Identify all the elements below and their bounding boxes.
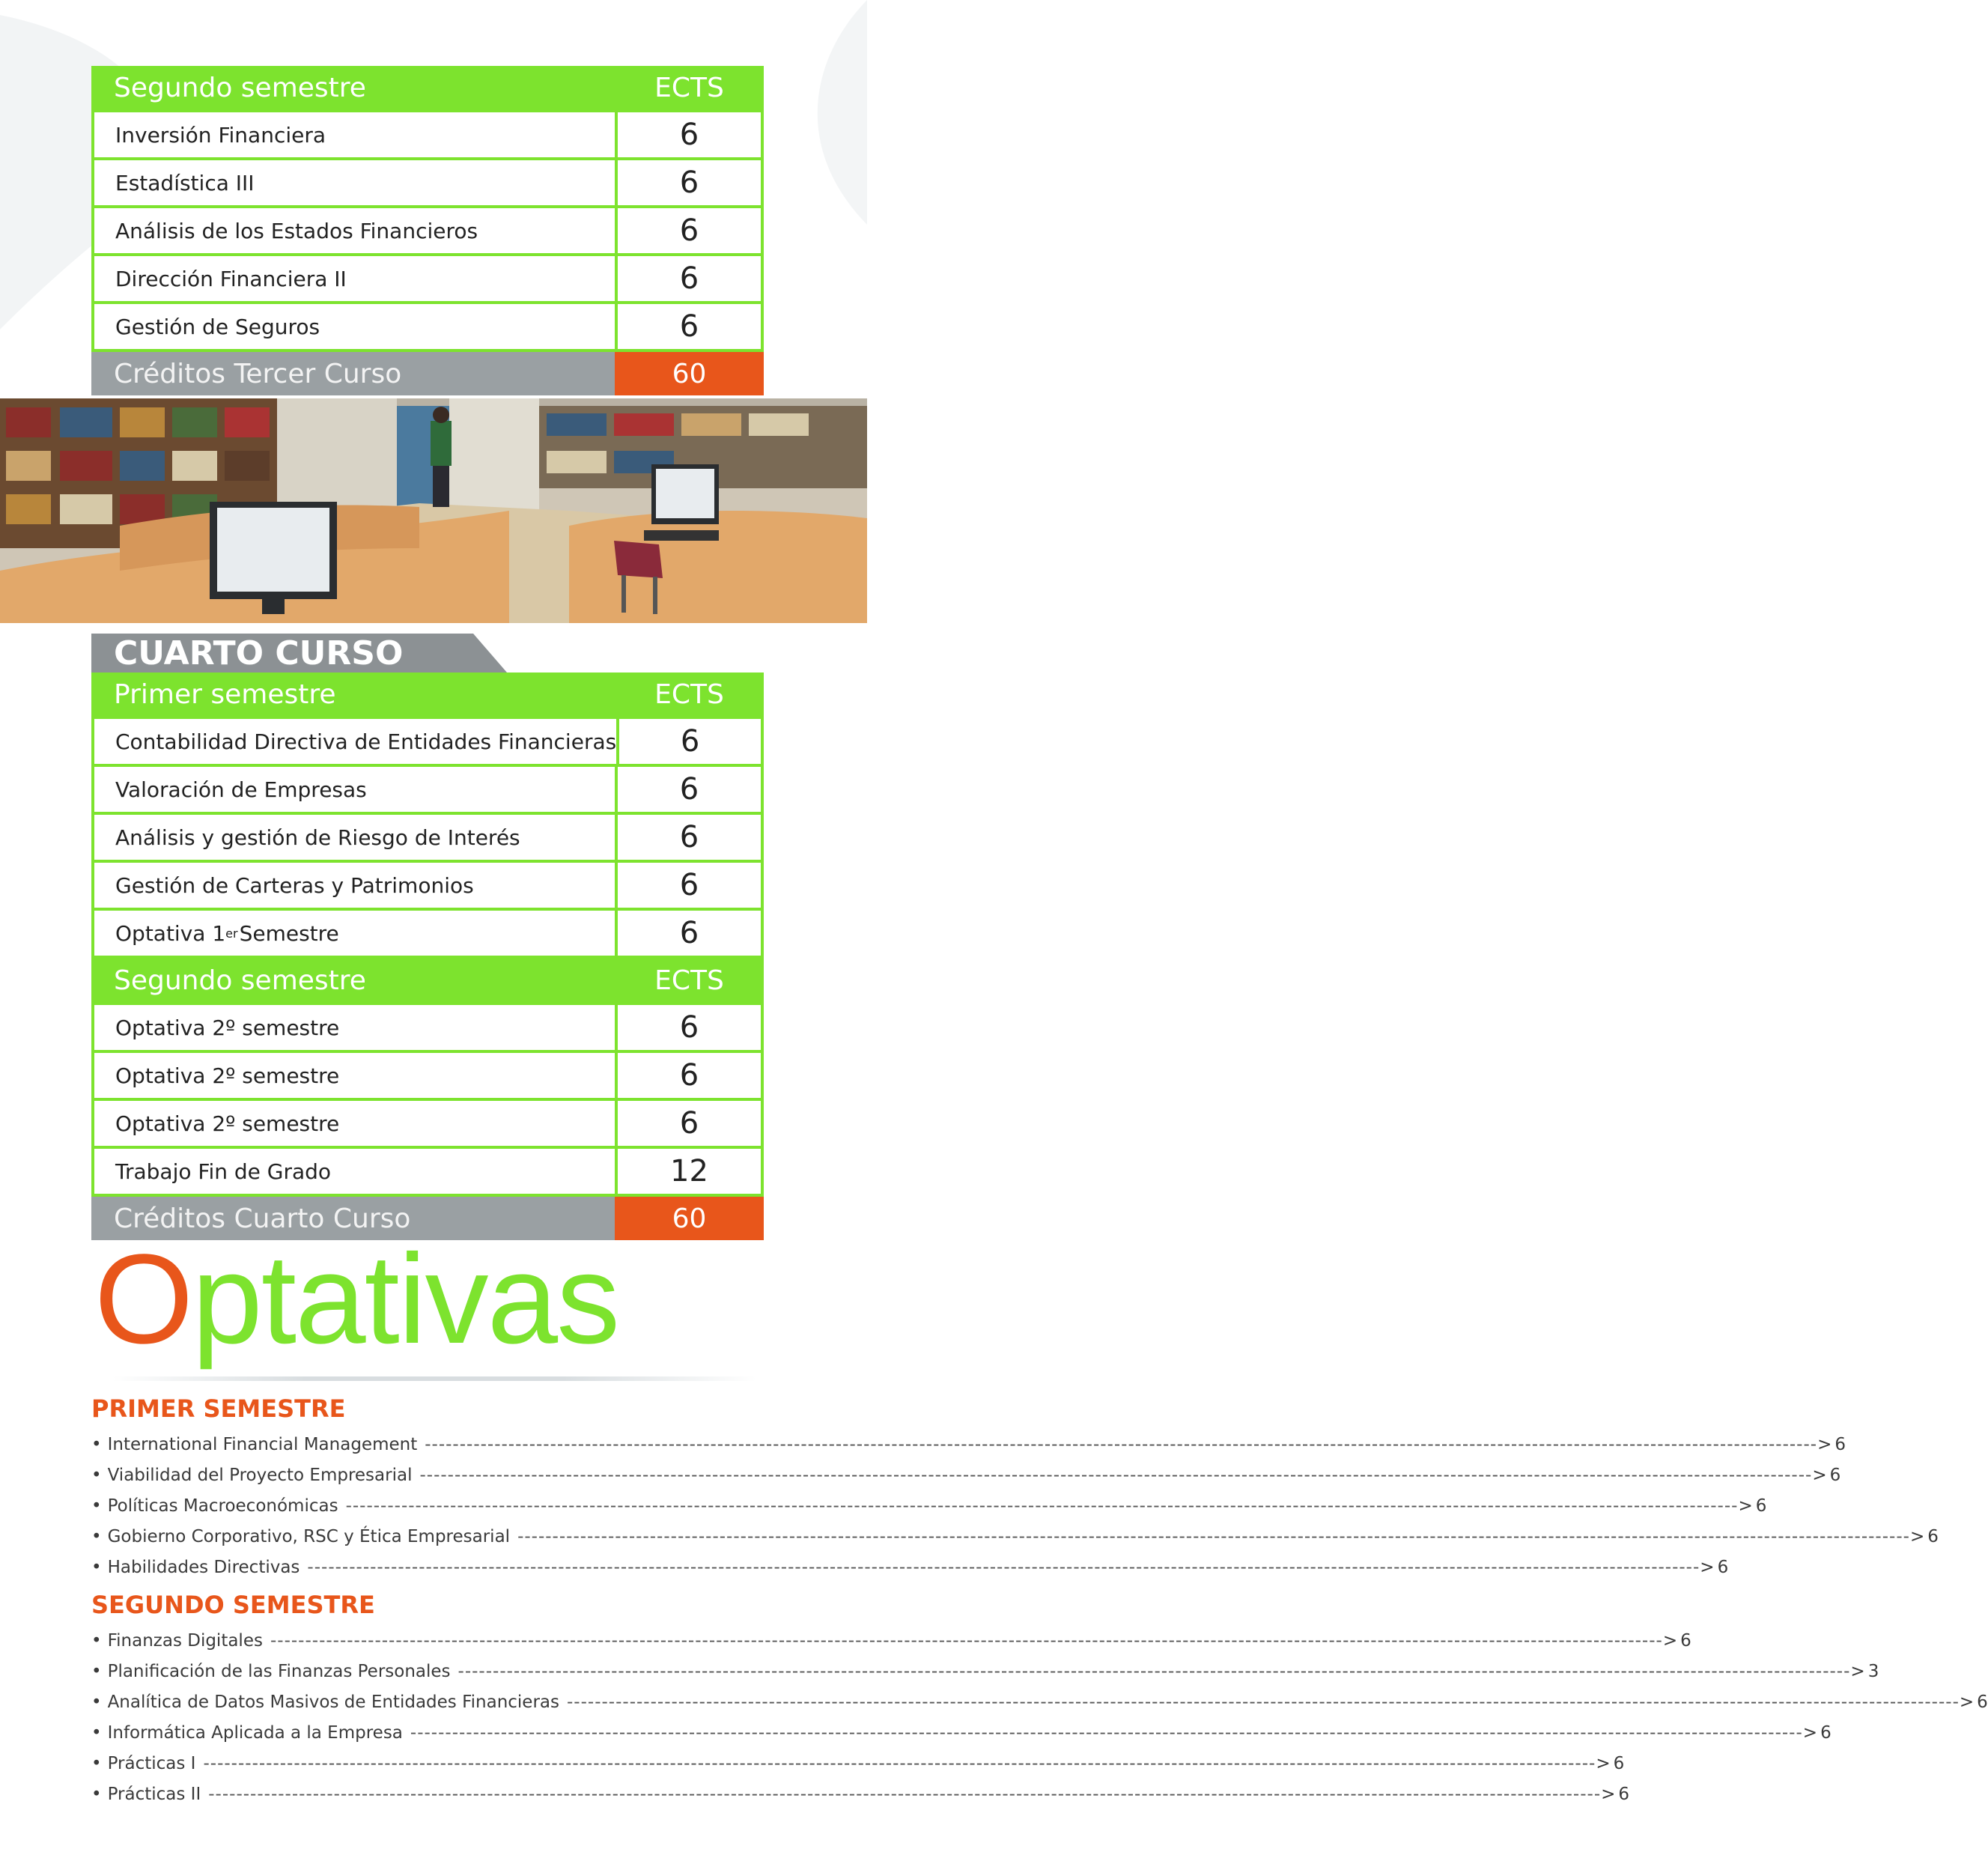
bullet: •	[91, 1753, 102, 1773]
subject-ects: 6	[618, 208, 761, 253]
total-label: Créditos Cuarto Curso	[91, 1197, 615, 1240]
elective-name: Prácticas I	[107, 1753, 196, 1773]
table-row	[94, 304, 761, 349]
optativas-title-rest: ptativas	[192, 1228, 619, 1370]
header-label: Segundo semestre	[114, 965, 366, 996]
arrow: >	[1596, 1753, 1611, 1773]
subject-ects: 6	[618, 911, 761, 956]
subject-name: Estadística III	[94, 160, 615, 205]
subject-name: Inversión Financiera	[94, 112, 615, 157]
subject-name: Trabajo Fin de Grado	[94, 1149, 615, 1194]
dashed-leader: --------------------------------------------------------------------------------------------------------------------------------------------------------------------------------------------------------	[425, 1434, 1818, 1454]
subject-name: Gestión de Seguros	[94, 304, 615, 349]
elective-name: Analítica de Datos Masivos de Entidades Financieras	[107, 1692, 559, 1712]
bullet: •	[91, 1722, 102, 1743]
total-label: Créditos Tercer Curso	[91, 352, 615, 395]
arrow: >	[1909, 1526, 1925, 1546]
third-year-second-semester-table	[91, 66, 764, 395]
subject-ects: 6	[618, 112, 761, 157]
library-photo	[0, 398, 867, 623]
table-row	[94, 208, 761, 253]
subject-ects: 6	[618, 256, 761, 301]
total-ects: 60	[615, 352, 764, 395]
list-item	[91, 1552, 1729, 1582]
list-item	[91, 1625, 1691, 1656]
subject-ects: 6	[618, 304, 761, 349]
bullet: •	[91, 1496, 102, 1516]
second-semester-title: SEGUNDO SEMESTRE	[91, 1591, 375, 1619]
elective-ects: 6	[1835, 1434, 1846, 1454]
subject-name-suffix: Semestre	[239, 920, 339, 946]
ordinal-superscript: er	[225, 926, 238, 941]
elective-ects: 6	[1613, 1753, 1625, 1773]
table-row	[94, 160, 761, 205]
table-header	[91, 66, 764, 109]
elective-name: Gobierno Corporativo, RSC y Ética Empresarial	[107, 1526, 511, 1546]
bullet: •	[91, 1526, 102, 1546]
dashed-leader: --------------------------------------------------------------------------------------------------------------------------------------------------------------------------------------------------------	[203, 1753, 1596, 1773]
list-item	[91, 1687, 1988, 1717]
subject-name: Análisis y gestión de Riesgo de Interés	[94, 815, 615, 860]
elective-name: Habilidades Directivas	[107, 1557, 300, 1577]
table-row	[94, 767, 761, 812]
subject-name: Gestión de Carteras y Patrimonios	[94, 863, 615, 908]
first-semester-title: PRIMER SEMESTRE	[91, 1394, 346, 1423]
dashed-leader: --------------------------------------------------------------------------------------------------------------------------------------------------------------------------------------------------------	[458, 1661, 1851, 1681]
header-label: Segundo semestre	[114, 72, 366, 103]
table-row	[94, 719, 761, 764]
bullet: •	[91, 1630, 102, 1651]
elective-ects: 6	[1820, 1722, 1832, 1743]
subject-ects: 6	[618, 160, 761, 205]
subject-name	[94, 911, 615, 956]
elective-ects: 6	[1618, 1784, 1630, 1804]
elective-ects: 6	[1829, 1465, 1841, 1485]
list-item	[91, 1779, 1630, 1809]
elective-name: Finanzas Digitales	[107, 1630, 263, 1651]
table-row	[94, 911, 761, 956]
subject-ects: 6	[618, 767, 761, 812]
subject-name: Valoración de Empresas	[94, 767, 615, 812]
dashed-leader: --------------------------------------------------------------------------------------------------------------------------------------------------------------------------------------------------------	[270, 1630, 1663, 1651]
fourth-year-title: CUARTO CURSO	[114, 634, 404, 673]
first-semester-electives	[91, 1429, 1939, 1582]
arrow: >	[1812, 1465, 1827, 1485]
elective-name: Informática Aplicada a la Empresa	[107, 1722, 403, 1743]
arrow: >	[1817, 1434, 1832, 1454]
list-item	[91, 1490, 1767, 1521]
list-item	[91, 1460, 1841, 1490]
bullet: •	[91, 1557, 102, 1577]
elective-ects: 6	[1717, 1557, 1729, 1577]
total-row	[91, 352, 764, 395]
elective-ects: 6	[1977, 1692, 1988, 1712]
table-row	[94, 815, 761, 860]
dashed-leader: --------------------------------------------------------------------------------------------------------------------------------------------------------------------------------------------------------	[307, 1557, 1700, 1577]
dashed-leader: --------------------------------------------------------------------------------------------------------------------------------------------------------------------------------------------------------	[517, 1526, 1910, 1546]
table-row	[94, 1149, 761, 1194]
bullet: •	[91, 1661, 102, 1681]
elective-ects: 6	[1927, 1526, 1939, 1546]
dashed-leader: --------------------------------------------------------------------------------------------------------------------------------------------------------------------------------------------------------	[208, 1784, 1602, 1804]
subject-name-prefix: Optativa 1	[115, 920, 226, 946]
subject-ects: 12	[618, 1149, 761, 1194]
optativas-title-initial: O	[94, 1228, 192, 1370]
table-row	[94, 1053, 761, 1098]
arrow: >	[1700, 1557, 1715, 1577]
dashed-leader: --------------------------------------------------------------------------------------------------------------------------------------------------------------------------------------------------------	[419, 1465, 1813, 1485]
header-ects: ECTS	[654, 965, 724, 996]
subject-name: Optativa 2º semestre	[94, 1005, 615, 1050]
elective-name: Planificación de las Finanzas Personales	[107, 1661, 451, 1681]
bullet: •	[91, 1784, 102, 1804]
fourth-year-tab	[91, 634, 511, 673]
elective-name: Viabilidad del Proyecto Empresarial	[107, 1465, 413, 1485]
dashed-leader: --------------------------------------------------------------------------------------------------------------------------------------------------------------------------------------------------------	[567, 1692, 1960, 1712]
list-item	[91, 1429, 1846, 1460]
arrow: >	[1959, 1692, 1975, 1712]
arrow: >	[1662, 1630, 1678, 1651]
elective-ects: 6	[1680, 1630, 1691, 1651]
arrow: >	[1738, 1496, 1753, 1516]
arrow: >	[1601, 1784, 1616, 1804]
table-row	[94, 1101, 761, 1146]
subject-ects: 6	[618, 1005, 761, 1050]
subject-ects: 6	[618, 1101, 761, 1146]
subject-name: Optativa 2º semestre	[94, 1101, 615, 1146]
list-item	[91, 1521, 1939, 1552]
table-row	[94, 863, 761, 908]
section-divider	[112, 1376, 756, 1381]
optativas-title	[94, 1228, 619, 1370]
total-ects: 60	[615, 1197, 764, 1240]
second-semester-electives	[91, 1625, 1988, 1809]
subject-ects: 6	[619, 719, 761, 764]
subject-name: Contabilidad Directiva de Entidades Financieras	[94, 719, 616, 764]
arrow: >	[1802, 1722, 1818, 1743]
subject-name: Dirección Financiera II	[94, 256, 615, 301]
list-item	[91, 1656, 1879, 1687]
table-row	[94, 112, 761, 157]
subject-ects: 6	[618, 863, 761, 908]
table-row	[94, 256, 761, 301]
bullet: •	[91, 1692, 102, 1712]
elective-name: Prácticas II	[107, 1784, 201, 1804]
dashed-leader: --------------------------------------------------------------------------------------------------------------------------------------------------------------------------------------------------------	[410, 1722, 1803, 1743]
subject-ects: 6	[618, 1053, 761, 1098]
arrow: >	[1850, 1661, 1865, 1681]
fourth-year-table	[91, 673, 764, 1240]
header-label: Primer semestre	[114, 678, 336, 710]
subject-name: Optativa 2º semestre	[94, 1053, 615, 1098]
elective-name: Políticas Macroeconómicas	[107, 1496, 338, 1516]
elective-name: International Financial Management	[107, 1434, 418, 1454]
list-item	[91, 1748, 1625, 1779]
subject-ects: 6	[618, 815, 761, 860]
table-header	[91, 959, 764, 1002]
header-ects: ECTS	[654, 678, 724, 710]
elective-ects: 3	[1867, 1661, 1879, 1681]
bullet: •	[91, 1465, 102, 1485]
header-ects: ECTS	[654, 72, 724, 103]
table-row	[94, 1005, 761, 1050]
dashed-leader: --------------------------------------------------------------------------------------------------------------------------------------------------------------------------------------------------------	[345, 1496, 1739, 1516]
list-item	[91, 1717, 1832, 1748]
elective-ects: 6	[1755, 1496, 1767, 1516]
subject-name: Análisis de los Estados Financieros	[94, 208, 615, 253]
table-header	[91, 673, 764, 716]
bullet: •	[91, 1434, 102, 1454]
